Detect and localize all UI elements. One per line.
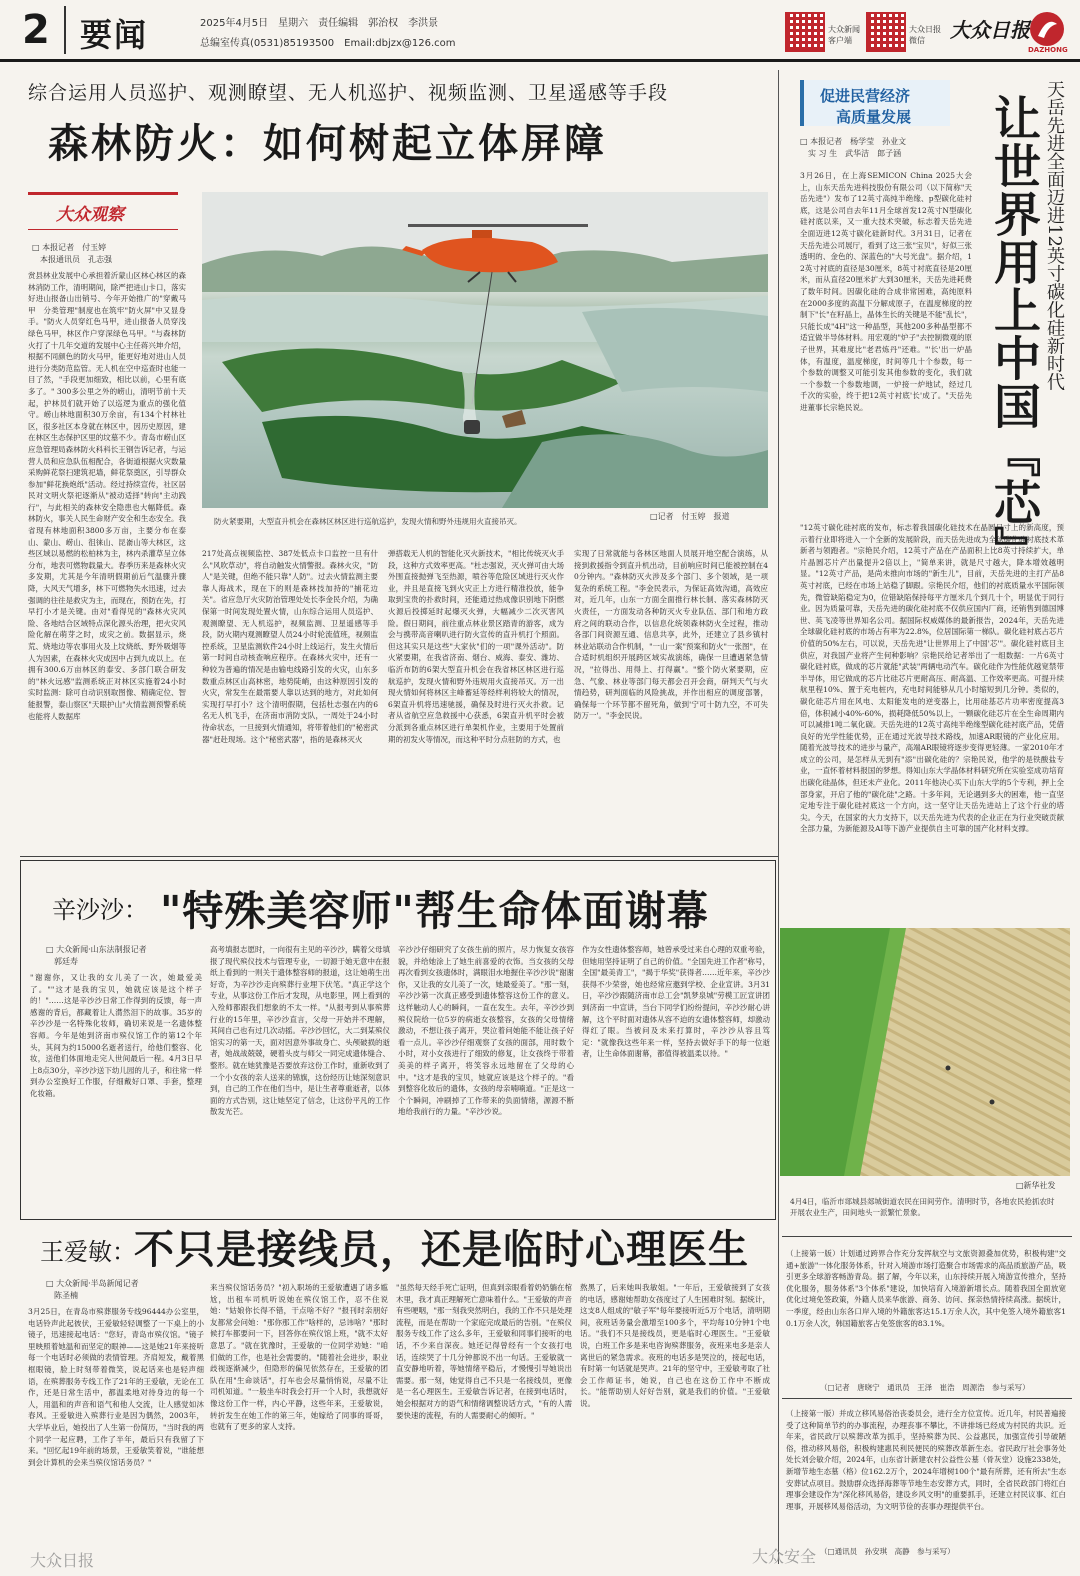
watermark: 大众安全 [752, 1547, 817, 1566]
section-divider [782, 1398, 1072, 1399]
photo-caption: 防火紧要期，大型直升机会在森林区林区进行巡航巡护，发现火情和野外违规用火直接吊灭。 [214, 517, 522, 526]
article-column: 217处高点视频监控、387处低点卡口监控一旦有什么"风吹草动"，将自动触发火情警报。森林火灾，"防人"是关键，但绝不能只靠"人防"。过去火情监测主要靠人海战术，现在下的则是森林技加持的"捕花边关"。省应急厅火灾防治管理处处长李金民介绍，为确保第一时间发现处置火情，山东综合运用人员巡护、观测瞭望、无人机巡护，视频监测、卫星遥感等手段，防火期内观测瞭望人员24小时轮流值班，视频监控系统，卫星监测软件24小时上线运行，发生火情后第一时间自动核查响应程序。在森林火灾中，还有一种较为普遍的情况是由输电线路引发的火灾，山东多数重点林区山高林密，地势陡峭，由这种原因引发的火灾，常发生在最需要人靠以达到的地方，对此如何实现打早打小？这个清明假期，包括杜志强在内的6名无人机飞手，在济南市消防支队，一周处于24小时待命状态，一旦接到火情通知，将带着他们的"秘密武器"赶赴现场。这个"秘密武器"，指的是森林灭火 [202, 549, 378, 744]
article-headline: 森林防火：如何树起立体屏障 [48, 121, 607, 167]
section-title: 要闻 [80, 16, 149, 54]
article-column: 辛沙沙仔细研究了女孩生前的照片，尽力恢复女孩容貌，并给她涂上了她生前喜爱的衣饰。当女孩的父母再次看到女孩遗体时，满眼泪水地握住辛沙沙说"谢谢你，又让我的女儿美了一次，她最爱美了。"那一刻，辛沙沙第一次真正感受到遗体整容这份工作的意义。这样触动人心的瞬间，一直在发生。去年，辛沙沙到殡仪院给一位5岁的病逝女孩整容，女孩的父母情绪激动，不想让孩子离开，哭泣着问她能不能让孩子好看一点儿。辛沙沙仔细观察了女孩的面部，用时数个小时，对小女孩进行了细致的修复，让女孩终于带着美美的样子离开，将笑容永远地留在了父母的心中。"这才是我的宝贝，她就应该是这个样子的。"看到整容化妆后的遗体，女孩的母亲喃喃道。"正是这一个个瞬间，冲刷掉了工作带来的负面情绪，源源不断地给我前行的力量。"辛沙沙说。 [398, 945, 574, 1117]
article-column: 来当殡仪馆话务员？"初入职场的王爱敏遭遇了诸多尴尬，出租车司机听说她在殡仪馆工作，忍不住说她："姑娘你长得不错，干点啥不好？"报刊时亲朋好友都常会问她："那你那工作"啥样的，忌讳啥？"那时候打车都要问一下，回答你在殡仪馆上班，"就不太好意思了。"就在犹豫时，王爱敏的一位同学劝她："咱们做的工作，也是社会需要的。"随着社会进步，职业歧视逐渐减少，但隐形的偏见依然存在，王爱敏的团队在用"生命谈话"，打车也会尽量悄悄说，尽量不让司机知道。"一般坐车时我会打开一个人时，我想就好像这份工作一样，内心平静，这些年来，王爱敏说，转折发生在她工作的第三年，她嫁给了同事的哥哥，也就有了更多的家人支持。 [210, 1283, 388, 1432]
topic-banner-line2: 高质量发展 [836, 108, 912, 126]
logo-icon [1030, 12, 1064, 46]
continued-article: （上接第一版）并成立移风易俗治丧委员会，进行全方位宣传。近几年，村民普遍接受了这种简单节约的办事流程，办理丧事不攀比，不讲排场已经成为村民的共识。近年来，省民政厅以殡葬改革为抓手，坚持殡葬为民、公益惠民，加强宣传引导破陋俗，推动移风易俗，积极构建惠民利民便民的殡葬改革新生态。省民政厅社会事务处处长刘会敏介绍，2024年，山东省计新建农村公益性公墓（骨灰堂）设施2338处，新增节地生态墓（格）位162.2万个，2024年增树100个"最有所葬，还有所去"生态安葬试点项目。鼓励群众选择海葬等节地生态安葬方式，同时，全省民政部门将红白理事会建设作为"深化移风易俗，建设乡风文明"的重要抓手，还建立村民议事、红白理事，开展移风易俗活动，为文明节俭的丧事办理提供平台。 [786, 1409, 1066, 1511]
article-byline: （□记者 唐晓宁 通讯员 王泽 崔浩 周源浩 参与采写） [820, 1383, 1030, 1392]
article-kicker: 综合运用人员巡护、观测瞭望、无人机巡护、视频监测、卫星遥感等手段 [28, 82, 669, 104]
qr-code-wechat [866, 12, 906, 52]
logo-subtext: DAZHONG [1028, 46, 1068, 54]
profile-name: 辛沙沙： [52, 896, 148, 924]
article-byline: □ 本报记者 付玉婷 本报通讯员 孔志强 [32, 243, 112, 264]
profile-name: 王爱敏： [40, 1238, 136, 1266]
article-column: 熬黑了，后来她叫我敏姐。"一年后，王爱敏接到了女孩的电话，感谢她帮助女孩度过了人生困难时刻。据统计，这支8人组成的"敏子军"每年要接听近5万个电话，清明期间，夜班话务量会激增至100多个，平均每10分钟1个电话。"我们不只是接线员，更是临时心理医生。"王爱敏说，白班工作多是来电咨询殡葬服务，夜班来电多是亲人离世后的紧急需求。夜班的电话多是哭泣的，接起电话，有时第一句话就是哭声。21年的坚守中，王爱敏考取了社会工作师证书，她说，自己也在这份工作中不断成长。"能帮助别人好好告别，就是我们的价值。"王爱敏说。 [580, 1283, 770, 1408]
helicopter-photo [202, 192, 768, 508]
column-divider [778, 70, 779, 1564]
contact-meta: 总编室传真(0531)85193500 Email:dbjzx@126.com [200, 38, 456, 49]
article-column: 3月26日，在上海SEMICON China 2025大会上，山东天岳先进科技股份有限公司（以下简称"天岳先进"）发布了12英寸高纯半绝缘、p型碳化硅衬底，这是公司自去年11月全球首发12英寸N型碳化硅衬底以来，又一重大技术突破，标志着天岳先进全面迈进12英寸碳化硅新时代。3月31日，记者在天岳先进公司展厅，看到了这三张"宝贝"，好似三张透明的、金色的、深蓝色的"大号光盘"。据介绍，12英寸衬底的直径是30厘米，8英寸衬底直径是20厘米，而从直径20厘米扩大到30厘米，天岳先进耗费了数年时间。因碳化硅的合成非常困难，高纯原料在2000多度的高温下分解成原子，在温度梯度的控制下"长"在籽晶上，晶体生长的关键是不能"乱长"，只能长成"4H"这一种晶型，其他200多种晶型都不适宜做半导体材料。用宏观的"炉子"去控制微观的原子世界，其难度比"老君炼丹"还难。"'长'出一炉晶体，有温度，温度梯度，时间等几十个参数，每一个参数的调整又可能引发其他参数的变化，我们就一个参数一个参数地调，一炉接一炉地试，经过几千次的实验，终于把12英寸衬底'长'成了。"天岳先进董事长宗艳民说。 [800, 171, 972, 412]
article-column: 实现了日常就能与各林区地面人员展开地空配合演练，从接到救援指令到直升机出动，目前响应时间已能被控制在40分钟内。"森林防灭火涉及多个部门、多个领域，是一项复杂的系统工程。"李金民表示，为保证高效沟通，高效应对，近几年，山东一方面全面推行林长制、落实森林防灭火责任，一方面发动各种防灭火专业队伍、部门和地方政府之间的联动合作，以信息化统领森林防火全过程，推动各部门间资源互通、信息共享，此外，还建立了县乡镇村林业站联动合作机制，"一山一案"预案和防火"一张图"，在合适时机组织开展跨区域实战演练，确保一旦遭遇紧急情况，"拉得出、用得上、打得赢"。"整个防火紧要期，应急、气象、林业等部门每天都会召开会商，研判天气与火情趋势，研判面临的风险挑战，并作出相应的调度部署，确保每一个环节都不留死角，做到'宁可十防九空，不可失防万一'。"李金民说。 [574, 549, 768, 721]
article-byline: □ 大众新闻·半岛新闻记者 陈圣楠 [46, 1279, 139, 1300]
article-byline: □ 大众新闻·山东法制报记者 郭廷寿 [46, 945, 147, 966]
article-column: 3月25日，在青岛市殡葬服务专线96444办公室里，电话铃声此起彼伏，王爱敏轻轻调整了一下桌上的小镜子，迅速接起电话："您好，青岛市殡仪馆。"镜子里映照着她温和而坚定的眼神——这是她21年来接听每一个电话时必须做的表情管理。齐肩短发，戴着黑框眼镜，脸上时刻带着微笑，说起话来也是轻声细语，在殡葬服务专线工作了21年的王爱敏，无论在工作，还是日常生活中，都温柔地对待身边的每一个人，用温和的声音和语气和他人交流，让人感觉如沐春风。王爱敏进入殡葬行业是因为偶然，2003年，大学毕业后，她投出了人生第一份简历，"当时我的两个同学一起应聘，工作了半年，最后只有我留了下来。"回忆起19年前的场景，王爱敏笑着说，"谁能想到会计算机的会来当殡仪馆话务员？" [28, 1307, 204, 1467]
qr-label-wechat: 大众日报 微信 [909, 25, 941, 45]
article-headline: 不只是接线员，还是临时心理医生 [134, 1226, 749, 1273]
vertical-headline: 让世界用上中国『芯』 [986, 94, 1041, 574]
newspaper-logo: 大众日报 [950, 18, 1030, 42]
section-divider [782, 1236, 1072, 1237]
article-column: "虽然每天经手死亡证明，但真到亲眼看着奶奶躺在棺木里，我才真正理解死亡意味着什么。"王爱敏的声音有些哽咽，"那一刻我突然明白，我的工作不只是处理流程，而是在帮助一个家庭完成最后的告别。"在殡仪服务专线工作了这么多年，王爱敏和同事们接听的电话，不少来自深夜。她还记得曾经有一个女孩打电话，连续哭了十几分钟都说不出一句话。王爱敏就一直安静地听着，等她情绪平稳后，才慢慢引导她说出需要。那一刻，她觉得自己不只是一名接线员，更像是一名心理医生。王爱敏告诉记者，在接到电话时，她会根据对方的语气和情绪调整说话方式，"有的人需要快速的流程，有的人需要耐心的倾听。" [396, 1283, 572, 1420]
photo-credit: □记者 付玉婷 报道 [650, 512, 730, 521]
section-divider [20, 856, 778, 857]
article-column: 作为女性遗体整容师，她曾承受过来自心理的双重考验，但她用坚持证明了自己的价值。"全国先进工作者"称号，全国"最美青工"，"揭于华奖"获得者……近年来，辛沙沙获得不少荣誉，她也经常应邀到学校、企业宣讲。3月31日，辛沙沙跟随济南市总工会"凯梦泉城"劳模工匠宣讲团到济南一中宣讲，当台下同学们纷纷提问，辛沙沙耐心讲解，这个平时面对遗体从容不迫的女遗体整容师，却激动得红了眼。当被问及未来打算时，辛沙沙从容且笃定："就像我这些年来一样，坚持去做好手下的每一位逝者，让生命体面谢幕，都值得被温柔以待。" [582, 945, 770, 1059]
photo-credit: □新华社发 [1016, 1181, 1056, 1190]
issue-meta: 2025年4月5日 星期六 责任编辑 郭治权 李洪景 [200, 18, 439, 29]
article-column: 赏县林业发展中心承担着沂蒙山区林心林区的森林消防工作，清明期间，除严把进山卡口，落实好进山报备山出销号、今年开始推广的"穿戴马甲 分类管理"制度也在筑牢"防火屏"中又显身手。"防火人员穿红色马甲，进山报备人员穿浅绿色马甲，林区作户穿深绿色马甲。"与森林防火打了十几年交道的发展中心主任蒋兴坤介绍，根据不同颜色的防火马甲，能更好地对进山人员进行分类防范监管。无人机在空中巡查时也能一目了然，"手段更加细致，相比以前，心里有底多了。" 300多公里之外的崂山，清明节前十天起，护林员们就开始了以巡逻为重点的强化值守。崂山林地面积30万余亩，有134个村林社区，很多社区本身就在林区中，因历史原因，建在林区生态保护区里的坟墓不少。青岛市崂山区应急管理局森林防火科科长王钢告诉记者，与运营人员和应急队伍相配合，各街道根据火灾数量采购鲜花祭扫建筑祀墙，鲜花祭奠区，引导群众参加"鲜花换炮纸"活动。经过持续宣传，社区居民对文明火祭祀逐渐从"被动适择"转向"主动践行"，与此相关的森林安全隐患也大幅降低。森林防火，事关人民生命财产安全和生态安全。我省现有林地面积3800多万亩，主要分布在泰山、蒙山、崂山、徂徕山、昆嵛山等大林区，这些区域以易燃的松柏林为主，林内杀灌草呈立体分布，地表可燃物载量大。春季历来是森林火灾多发期，尤其是今年清明假期前后气温骤升骤降，大风天气增多，林下可燃物失水迅速，过去强调的往往是救灾为主，而现在，预防在先，打早打小才是关键。由对"看得见的"森林火灾风险、各地结合区域特点深化源头治理，把火灾风险化解在萌芽之时，成灾之前。数据显示，烧荒、烧地边等农事用火及上坟烧纸、野外吸烟等人为因素，在森林火灾成因中占到九成以上。在拥有300.6万亩林区的泰安、多部门联合研发的"林火远感"监测系统正对林区实施着24小时实时监测：除可自动识别取图像、精确定位、智能报警，泰山察区"天眼护山"火情监测预警系统也能将人数据库 [28, 271, 186, 721]
photo-caption: 4月4日，临沂市郯城县郯城街道农民在田间劳作。清明时节，各地农民抢抓农时开展农业生产，田间地头一派繁忙景象。 [790, 1197, 1055, 1217]
article-column: 弹搭载无人机的智能化灭火新技术，"相比传统灭火手段，这种方式效率更高。"杜志强说，灭火弹可由大场外围直接抛弹飞至热源，喷谷等危险区域进行灭火作业，并且是直接飞到火灾正上方进行精准投放，能争取到宝贵的扑救时间，还能通过热成像识别地下阴燃火源后投掷延时起爆灭火弹，大幅减少二次灭害风险。假日期间，前往重点林业景区踏青的游客，成为会与携带高音喇叭进行防火宣传的直升机打个照面。但这其实只是这些"大家伙"们的一项"课外活动"。防火紧要期，在我省济南、烟台、威海、泰安、潍坊、临沂布防的6架大型直升机会在我省林区林区进行巡航巡护，发现火情和野外违规用火直接吊灭。万一出现火情如何将林区主峰蓄延等经样利将较大的情况，6架直升机将迅速驰援，确保及时进行灭火扑救。记者从省航空应急救援中心获悉，6架直升机平时会被分派到各重点林区进行单架机作业，主要用于处置前期的初发火等情况，而这种平时分点驻防的方式，也 [388, 549, 564, 744]
qr-code-app [785, 12, 825, 52]
article-column: "12英寸碳化硅衬底的发布，标志着我国碳化硅技术在晶圆尺寸上的新高度，预示着行业即将进入一个全新的发展阶段，而天岳先进成为全球碳化硅衬底技术革新者与领跑者。"宗艳民介绍，12英寸产品在产品面积上比8英寸持续扩大，单片晶圆芯片产出量提升2倍以上，"简单来讲，就是尺寸越大，降本增效越明显。"12英寸产品，是尚未推向市场的"新生儿"，目前，天岳先进的主打产品8英寸衬底，已经在市场上站稳了脚跟。宗艳民介绍，他们的衬底质量水平国际领先，微管缺陷稳定为0，位错缺陷保持每平方厘米几个到几十个，明显优于同行业。因为质量可靠，天岳先进的碳化硅衬底不仅供应国内厂商，还销售到德国博世、英飞凌等世界知名公司。据国际权威媒体的最新报告，2024年，天岳先进全球碳化硅衬底的市场占有率为22.8%，位居国际第一梯队。碳化硅衬底占芯片价值的50%左右，可以说，天岳先进"让世界用上了中国'芯'"。碳化硅衬底目主供应，对我国产业将产生何种影响？宗艳民给记者举出了一组数据：一片6英寸碳化硅衬底，做成的芯片就能"武装"两辆电动汽车。碳化硅作为性能优越宽禁带半导体，用它做成的芯片比硅芯片更耐高压、耐高温、工作效率更高。可提升续航里程10%、置于充电桩内，充电时间能够从几小时缩短到几分钟。类似的，碳化硅芯片用在风电、太阳能发电的逆变器上，比用硅基芯片功率密度提高3倍，体积减小40%-60%，损耗降低50%以上，一颗碳化硅芯片在全生命周期内可以减排1吨二氧化碳。天岳先进的12英寸高纯半绝缘型碳化硅衬底产品，凭借良好的光学性能优势，正在通过光波导技术路线，加速AR眼镜的产业化应用。随着光波导技术的进步与量产，高端AR眼镜将逐步变得更轻薄。一家2010年才成立的公司，是怎样从无到有"添"出碳化硅的？宗艳民说，他学的是铁酸盐专业，一直怀着材料报国的梦想。得知山东大学晶体材料研究所在实验室成功培育出碳化硅晶体，但还未产业化。2011年他决心买下山东大学的5个专利，押上全部身家，开启了他的"碳化硅"之路。十多年间，无论遇到多大的困难，他一直坚定地专注于碳化硅衬底这一个方向，这一坚守让天岳先进站上了这个行业的塔尖。今天，在国家的大力支持下，以天岳先进为代表的企业正在为行业突破贡献全部力量，为新能源及AI等下游产业提供自主可靠的国产化材料支撑。 [800, 523, 1064, 834]
topic-banner-line1: 促进民营经济 [820, 87, 911, 105]
watermark: 大众日报 [30, 1551, 95, 1570]
article-byline: □ 本报记者 杨学莹 孙业文 实 习 生 武华洁 郎子涵 [800, 137, 907, 158]
article-column: "谢谢你，又让我的女儿美了一次，她最爱美了。""这才是我的宝贝，她就应该是这个样子的！"……这是辛沙沙日常工作得到的反馈，每一声感谢的背后，都藏着让人潸然泪下的故事。35岁的辛沙沙是一名特殊化妆师，确切来说是一名遗体整容师。今年是她到济南市殡仪馆工作的第12个年头，其间为约15000名逝者送行，给他们整容、化妆，送他们体面地走完人世间最后一程。4月3日早上8点30分，辛沙沙送下幼儿园的儿子，和往常一样到办公室换好工作服，仔细戴好口罩、手套，整理化妆箱。 [30, 973, 202, 1098]
continued-article: （上接第一版）计划通过跨界合作充分发挥航空与文旅资源叠加优势，积极构建"交通+旅游"一体化服务体系，针对入境游市场打造聚合市场需求的高品质旅游产品，吸引更多全球游客畅游青岛。据了解，今年以来，山东持续开展入境游宣传推介，坚持优化服务，服务体系"3个体系"建设，加快培育入境游新增长点。随着我国全面放宽优化过境免签政策，外籍人员来华旅游、商务、访问、探亲热情持续高涨。据统计，一季度，经由山东各口岸入境的外籍旅客达15.1万余人次，其中免签入境外籍旅客10.1万余人次，韩国籍旅客占免签旅客的83.1%。 [786, 1249, 1066, 1328]
page-number: 2 [14, 6, 66, 54]
vertical-subheadline: 天岳先进全面迈进12英寸碳化硅新时代 [1044, 80, 1065, 391]
wheat-field-photo [780, 928, 1070, 1176]
column-label: 大众观察 [56, 205, 124, 225]
article-byline: （□通讯员 孙安琪 高静 参与采写） [820, 1547, 955, 1556]
article-column: 高考填报志愿时，一向很有主见的辛沙沙，瞒着父母填报了现代殡仪技术与管理专业，一切源于她无意中在报纸上看到的一则关于遗体整容师的报道，这让她萌生出好奇，为辛沙沙走向殡葬行业埋下伏笔。"真正学这个专业，从事这份工作后才发现，从电影里，网上看到的入殓师都跟我们想象的不太一样。"从报考到从事殡葬行业的15年里，辛沙沙直言，父母一开始并不理解，其间自己也有过几次动摇。辛沙沙回忆，大二到某殡仪馆实习的第一天，面对因意外事故身亡、头颅破损的逝者，她战战兢兢，硬着头皮与师父一同完成遗体缝合、整形。就在她犹豫是否要放弃这份工作时，重新收到了一个小女孩的亲人送来的锦旗，这份经历让她深刻意识到，自己的工作在他们当中，是让生者尊重逝者，以体面的方式告别，这让她坚定了信念，让这份平凡的工作散发光芒。 [210, 945, 390, 1117]
article-headline: "特殊美容师"帮生命体面谢幕 [160, 887, 709, 935]
qr-label-app: 大众新闻 客户端 [828, 25, 860, 45]
